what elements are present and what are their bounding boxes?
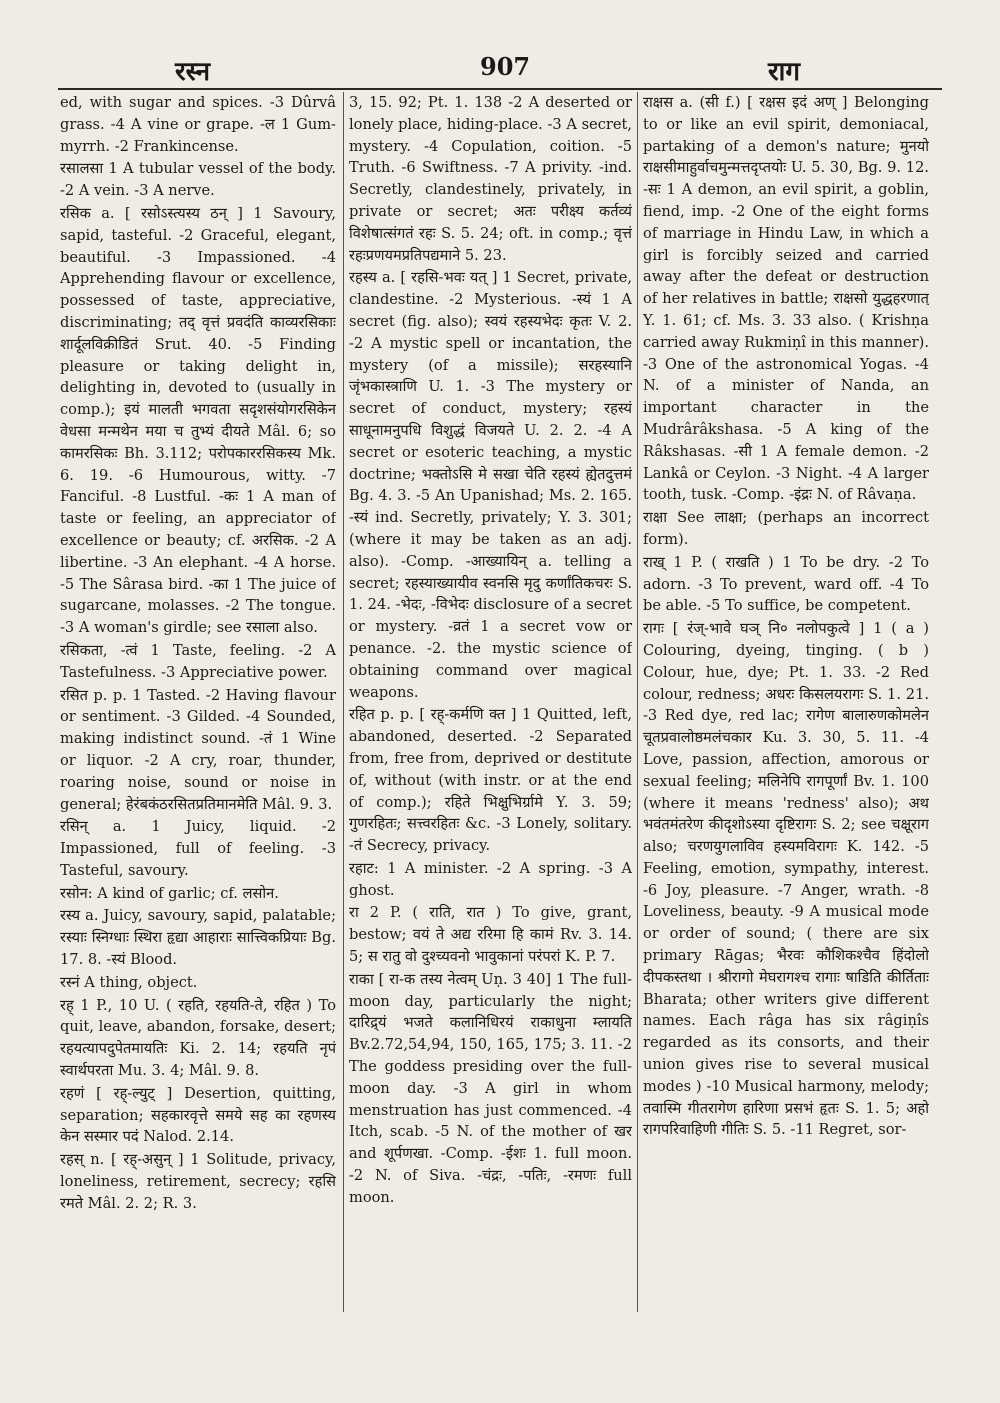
entry: रा 2 P. ( राति, रात ) To give, grant, bestow; वयं ते अद्य ररिमा हि कामं Rv. 3. 14. 5; स रातु वो दुश्च्यवनो भावुकानां परंपरां K. P. 7.	[349, 904, 632, 966]
column-divider	[637, 92, 638, 1312]
entry: राक्षस a. (सी f.) [ रक्षस इदं अण् ] Belonging to or like an evil spirit, demoniacal, partaking of a demon's nature; मुनयो राक्षसीमाहुर्वाचमुन्मत्तदृप्तयोः U. 5. 30, Bg. 9. 12. -सः 1 A demon, an evil spirit, a goblin, fiend, imp. -2 One of the eight forms of marriage in Hindu Law, in which a girl is forcibly seized and carried away after the defeat or destruction of her relatives in battle; राक्षसो युद्धहरणात् Y. 1. 61; cf. Ms. 3. 33 also. ( Krishṇa carried away Rukmiṇî in this manner). -3 One of the astronomical Yogas. -4 N. of a minister of Nanda, an important character in the Mudrârâkshasa. -5 A king of the Râkshasas. -सी 1 A female demon. -2 Lankâ or Ceylon. -3 Night. -4 A larger tooth, tusk. -Comp. -इंद्रः N. of Râvaṇa.	[643, 94, 929, 504]
entry: रसोन: A kind of garlic; cf. लसोन.	[60, 884, 279, 902]
entry: रागः [ रंज्-भावे घञ् नि० नलोपकुत्वे ] 1 ( a ) Colouring, dyeing, tinging. ( b ) Colour, hue, dye; Pt. 1. 33. -2 Red colour, redness; अधरः किसलयरागः S. 1. 21. -3 Red dye, red lac; रागेण बालारुणकोमलेन चूतप्रवालोष्ठमलंचकार Ku. 3. 30, 5. 11. -4 Love, passion, affection, amorous or sexual feeling; मलिनेपि रागपूर्णां Bv. 1. 100 (where it means 'redness' also); अथ भवंतमंतरेण कीदृशोऽस्या दृष्टिरागः S. 2; see चक्षूराग also; चरणयुगलाविव हस्यमविरागः K. 142. -5 Feeling, emotion, sympathy, interest. -6 Joy, pleasure. -7 Anger, wrath. -8 Loveliness, beauty. -9 A musical mode or order of sound; ( there are six primary Rāgas; भैरवः कौशिकश्चैव हिंदोलो दीपकस्तथा । श्रीरागो मेघरागश्च रागाः षाडिति कीर्तिताः Bharata; other writers give different names. Each râga has six râgiṇîs regarded as its consorts, and their union gives rise to several musical modes ) -10 Musical harmony, melody; तवास्मि गीतरागेण हारिणा प्रसभं हृतः S. 1. 5; अहो रागपरिवाहिणी गीतिः S. 5. -11 Regret, sor-	[643, 620, 929, 1139]
entry: ed, with sugar and spices. -3 Dûrvâ grass. -4 A vine or grape. -ल 1 Gum-myrrh. -2 Frankincense.	[60, 94, 336, 155]
entry: रहाट: 1 A minister. -2 A spring. -3 A ghost.	[349, 859, 632, 899]
column-2	[349, 92, 632, 1314]
entry: राक्षा See लाक्षा; (perhaps an incorrect form).	[643, 509, 929, 548]
entry: राका [ रा-क तस्य नेत्वम् Uṇ. 3 40] 1 The full-moon day, particularly the night; दारिद्र्यं भजते कलानिधिरयं राकाधुना म्लायति Bv.2.72,54,94, 150, 165, 175; 3. 11. -2 The goddess presiding over the full-moon day. -3 A girl in whom menstruation has just commenced. -4 Itch, scab. -5 N. of the mother of खर and शूर्पणखा. -Comp. -ईशः 1. full moon. -2 N. of Siva. -चंद्रः, -पतिः, -रमणः full moon.	[349, 970, 632, 1206]
entry: रसिक a. [ रसोऽस्त्यस्य ठन् ] 1 Savoury, sapid, tasteful. -2 Graceful, elegant, beautiful. -3 Impassioned. -4 Apprehending flavour or excellence, possessed of taste, appreciative, discriminating; तद् वृत्तं प्रवदंति काव्यरसिकाः शार्दूलविक्रीडितं Srut. 40. -5 Finding pleasure or taking delight in, delighting in, devoted to (usually in comp.); इयं मालती भगवता सदृशसंयोगरसिकेन वेधसा मन्मथेन मया च तुभ्यं दीयते Mâl. 6; so कामरसिकः Bh. 3.112; परोपकाररसिकस्य Mk. 6. 19. -6 Humourous, witty. -7 Fanciful. -8 Lustful. -कः 1 A man of taste or feeling, an appreciator of excellence or beauty; cf. अरसिक. -2 A libertine. -3 An elephant. -4 A horse. -5 The Sârasa bird. -का 1 The juice of sugarcane, molasses. -2 The tongue. -3 A woman's girdle; see रसाला also.	[60, 204, 336, 637]
entry: रसालसा 1 A tubular vessel of the body. -2 A vein. -3 A nerve.	[60, 160, 336, 200]
entry: रस्य a. Juicy, savoury, sapid, palatable; रस्याः स्निग्धाः स्थिरा हृद्या आहाराः सात्त्विकप्रियाः Bg. 17. 8. -स्यं Blood.	[60, 907, 336, 969]
column-3	[643, 92, 929, 1314]
entry: राख् 1 P. ( राखति ) 1 To be dry. -2 To adorn. -3 To prevent, ward off. -4 To be able. -5 To suffice, be competent.	[643, 553, 929, 615]
entry: रहित p. p. [ रह्-कर्मणि क्त ] 1 Quitted, left, abandoned, deserted. -2 Separated from, free from, deprived or destitute of, without (with instr. or at the end of comp.); रहिते भिक्षुभिर्ग्रामे Y. 3. 59; गुणरहितः; सत्त्वरहितः &c. -3 Lonely, solitary. -तं Secrecy, privacy.	[349, 706, 632, 855]
entry: रहस्य a. [ रहसि-भवः यत् ] 1 Secret, private, clandestine. -2 Mysterious. -स्यं 1 A secret (fig. also); स्वयं रहस्यभेदः कृतः V. 2. -2 A mystic spell or incantation, the mystery (of a missile); सरहस्यानि जृंभकास्त्राणि U. 1. -3 The mystery or secret of conduct, mystery; रहस्यं साधूनामनुपधि विशुद्धं विजयते U. 2. 2. -4 A secret or esoteric teaching, a mystic doctrine; भक्तोऽसि मे सखा चेति रहस्यं ह्येतदुत्तमं Bg. 4. 3. -5 An Upanishad; Ms. 2. 165. -स्यं ind. Secretly, privately; Y. 3. 301; (where it may be taken as an adj. also). -Comp. -आख्यायिन् a. telling a secret; रहस्याख्यायीव स्वनसि मृदु कर्णांतिकचरः S. 1. 24. -भेदः, -विभेदः disclosure of a secret or mystery. -व्रतं 1 a secret vow or penance. -2. the mystic science of obtaining command over magical weapons.	[349, 269, 632, 701]
column-1	[60, 92, 336, 1314]
entry: रह् 1 P., 10 U. ( रहति, रहयति-ते, रहित ) To quit, leave, abandon, forsake, desert; रहयत्यापदुपेतमायतिः Ki. 2. 14; रहयति नृपं स्वार्थपरता Mu. 3. 4; Mâl. 9. 8.	[60, 996, 336, 1080]
right-guide-word: राग	[767, 57, 800, 87]
entry: रसित p. p. 1 Tasted. -2 Having flavour or sentiment. -3 Gilded. -4 Sounded, making indistinct sound. -तं 1 Wine or liquor. -2 A cry, roar, thunder, roaring noise, sound or noise in general; हेरंबकंठरसितप्रतिमानमेति Mâl. 9. 3.	[60, 686, 336, 813]
entry: रस्नं A thing, object.	[60, 973, 198, 991]
column-divider	[343, 92, 344, 1312]
entry: 3, 15. 92; Pt. 1. 138 -2 A deserted or lonely place, hiding-place. -3 A secret, mystery. -4 Copulation, coition. -5 Truth. -6 Swiftness. -7 A privity. -ind. Secretly, clandestinely, privately, in private or secret; अतः परीक्ष्य कर्तव्यं विशेषात्संगतं रहः S. 5. 24; oft. in comp.; वृत्तं रहःप्रणयमप्रतिपद्यमाने 5. 23.	[349, 94, 632, 264]
page-number: 907	[480, 52, 531, 81]
entry: रहणं [ रह्-ल्युट् ] Desertion, quitting, separation; सहकारवृत्ते समये सह का रहणस्य केन सस्मार पदं Nalod. 2.14.	[60, 1084, 336, 1146]
entry: रसिकता, -त्वं 1 Taste, feeling. -2 A Tastefulness. -3 Appreciative power.	[60, 641, 336, 681]
left-guide-word: रस्न	[175, 57, 210, 87]
header-rule	[58, 88, 942, 90]
entry: रहस् n. [ रह्-असुन् ] 1 Solitude, privacy, loneliness, retirement, secrecy; रहसि रमते Mâl. 2. 2; R. 3.	[60, 1151, 336, 1212]
entry: रसिन् a. 1 Juicy, liquid. -2 Impassioned, full of feeling. -3 Tasteful, savoury.	[60, 818, 336, 879]
page-header	[60, 52, 940, 88]
